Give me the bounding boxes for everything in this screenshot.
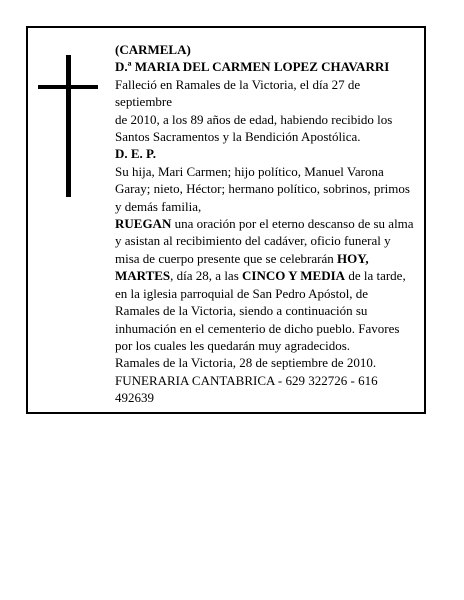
place-date: Ramales de la Victoria, 28 de septiembre de 2010.	[115, 355, 377, 371]
nickname: (CARMELA)	[115, 42, 191, 57]
hoy-martes: HOY, MARTES	[115, 250, 369, 284]
deceased-name: D.ª MARIA DEL CARMEN LOPEZ CHAVARRI	[115, 59, 390, 75]
cross-icon-bar	[38, 85, 98, 89]
obituary-notice	[26, 26, 426, 414]
ruegan-text: una oración por el eterno descanso de su alma y asistan al recibimiento del cadáver, oficio funeral y misa de cuerpo presente que se celebrarán	[115, 216, 414, 266]
day-text: , día 28, a las	[170, 268, 243, 284]
family-members: Su hija, Mari Carmen; hijo político, Manuel Varona Garay; nieto, Héctor; hermano político, sobrinos, primos y demás familia,	[115, 163, 410, 214]
request-paragraph	[115, 215, 415, 354]
time-text: CINCO Y MEDIA	[242, 268, 346, 284]
cross-icon	[66, 55, 71, 197]
notice-text	[115, 41, 415, 407]
dep-abbreviation: D. E. P.	[115, 146, 157, 162]
funeral-home: FUNERARIA CANTABRICA - 629 322726 - 616 492639	[115, 372, 378, 406]
ruegan-word: RUEGAN	[115, 216, 172, 232]
death-line-2: de 2010, a los 89 años de edad, habiendo recibido los Santos Sacramentos y la Bendición Apostólica.	[115, 111, 393, 145]
death-line-1: Falleció en Ramales de la Victoria, el día 27 de septiembre	[115, 76, 361, 110]
ceremony-text: de la tarde, en la iglesia parroquial de San Pedro Apóstol, de Ramales de la Victoria, siendo a continuación su inhumación en el cementerio de dicho pueblo. Favores por los cuales les quedarán muy agradecidos.	[115, 268, 406, 353]
